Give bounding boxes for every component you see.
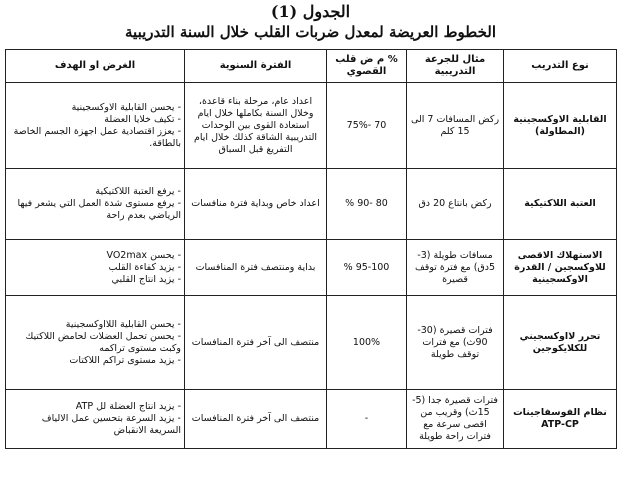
cell-example: مسافات طويلة (3-5دق) مع فترة توقف قصيرة: [407, 240, 504, 296]
cell-goal: [6, 83, 185, 169]
cell-period: اعداد عام، مرحلة بناء قاعدة، وخلال السنة بكاملها خلال ايام استعادة القوى بين الوحدات التدريبية الشاقة كذلك خلال ايام التفريغ قبل السباق: [185, 83, 327, 169]
cell-example: ركض المسافات 7 الى 15 كلم: [407, 83, 504, 169]
cell-period: منتصف الى آخر فترة المنافسات: [185, 296, 327, 390]
goal-item: - يزيد مستوى تراكم اللاكتات: [69, 354, 181, 366]
table-row: [6, 296, 617, 390]
goal-item: - يزيد كفاءة القلب: [108, 261, 181, 273]
cell-example: ركض بانتاع 20 دق: [407, 169, 504, 240]
goal-item: - يزيد السرعة بتحسين عمل الالياف السريعة الانقباض: [41, 413, 181, 436]
table-row: [6, 390, 617, 449]
cell-hr: 100%: [327, 296, 407, 390]
title-block: [0, 0, 621, 42]
cell-type: نظام الفوسفاجينات ATP-CP: [504, 390, 617, 449]
goal-item: - تكيف خلايا العضلة: [104, 113, 181, 125]
cell-hr: 95-100 %: [327, 240, 407, 296]
cell-type: القابلية الاوكسجينية (المطاولة): [504, 83, 617, 169]
cell-goal: [6, 296, 185, 390]
cell-example: فترات قصيرة (30-90ث) مع فترات توقف طويلة: [407, 296, 504, 390]
cell-hr: 80 -90 %: [327, 169, 407, 240]
goal-item: - يرفع العتبة اللاكتيكية: [95, 186, 181, 197]
goal-item: - يحسن القابلية الاوكسجينية: [71, 101, 181, 113]
table-number-title: الجدول (1): [270, 2, 351, 21]
cell-period: بداية ومنتصف فترة المنافسات: [185, 240, 327, 296]
cell-goal: [6, 240, 185, 296]
header-row: [6, 50, 617, 83]
table-row: [6, 169, 617, 240]
cell-period: اعداد خاص وبداية فترة منافسات: [185, 169, 327, 240]
cell-hr: 70 -75%: [327, 83, 407, 169]
table-row: [6, 83, 617, 169]
goal-item: - يعزز اقتصادية عمل اجهزة الجسم الخاصة بالطاقة.: [13, 125, 181, 149]
goal-item: - يزيد انتاج العضلة لل ATP: [75, 401, 181, 412]
cell-example: فترات قصيرة جدا (5-15ث) وقريب من اقصى سرعة مع فترات راحة طويلة: [407, 390, 504, 449]
cell-period: منتصف الى آخر فترة المنافسات: [185, 390, 327, 449]
table-subtitle: الخطوط العريضة لمعدل ضربات القلب خلال السنة التدريبية: [125, 23, 496, 41]
goal-item: - يحسن تحمل العضلات لحامض اللاكتيك وكبت مستوى تراكمه: [25, 330, 181, 354]
header-type: نوع التدريب: [504, 50, 617, 83]
goal-item: - يزيد انتاج القلبي: [111, 273, 181, 285]
cell-type: العتبة اللاكتيكية: [504, 169, 617, 240]
header-example: مثال للجرعة التدريبية: [407, 50, 504, 83]
table-row: [6, 240, 617, 296]
cell-goal: [6, 169, 185, 240]
heart-rate-table: [5, 49, 617, 449]
cell-goal: [6, 390, 185, 449]
goal-item: - يحسن VO2max: [106, 249, 181, 261]
header-goal: الغرض او الهدف: [6, 50, 185, 83]
cell-hr: -: [327, 390, 407, 449]
cell-type: الاستهلاك الاقصى للاوكسجين / القدرة الاوكسجينية: [504, 240, 617, 296]
header-hr: % م ض قلب القصوي: [327, 50, 407, 83]
goal-item: - يرفع مستوى شدة العمل التي يشعر فيها الرياضي بعدم راحة: [17, 198, 181, 221]
header-period: الفترة السنوية: [185, 50, 327, 83]
goal-item: - يحسن القابلية اللااوكسجينية: [65, 318, 181, 330]
cell-type: تحرر لااوكسجيني للكلايكوجين: [504, 296, 617, 390]
